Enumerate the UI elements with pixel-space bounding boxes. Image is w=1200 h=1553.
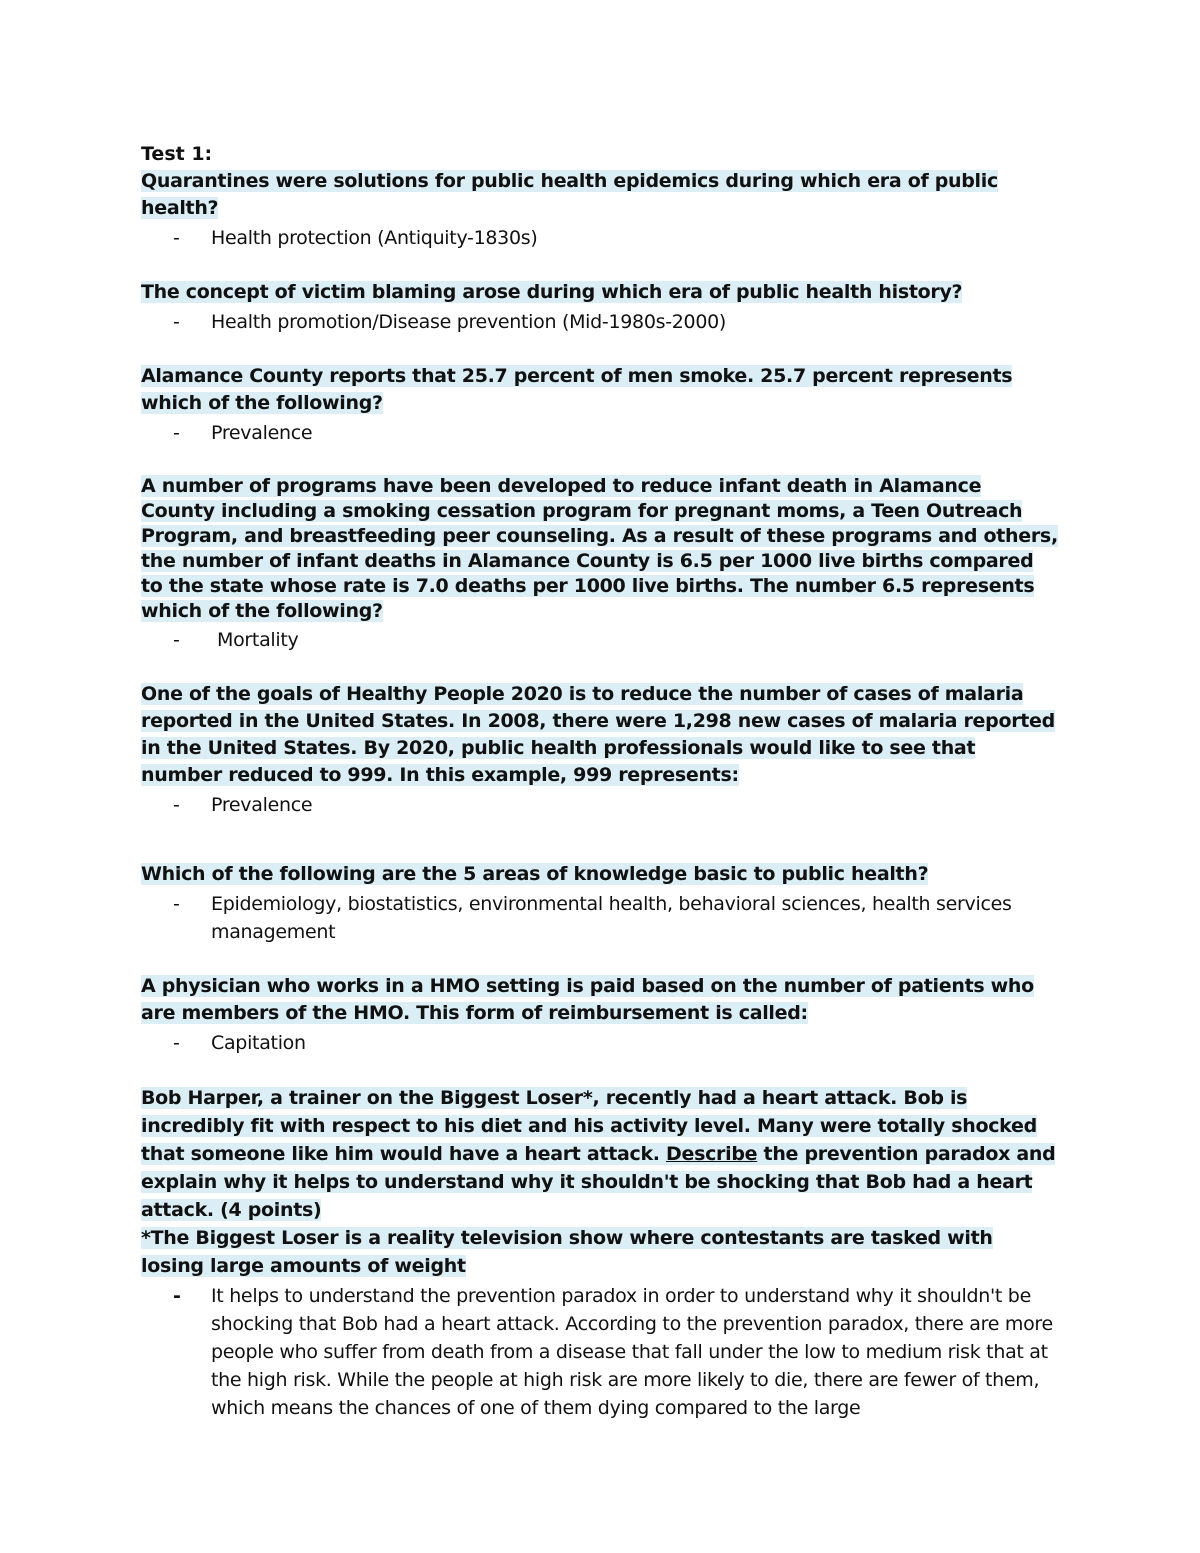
bullet-dash: - [173,1285,181,1307]
footnote-text: *The Biggest Loser is a reality television show where contestants are tasked with losing large amounts of weight [141,1227,993,1277]
question-text: A number of programs have been developed to reduce infant death in Alamance County including a smoking cessation program for pregnant moms, a Teen Outreach Program, and breastfeeding peer counseling. As a result of these programs and others, the number of infant deaths in Alamance County is 6.5 per 1000 live births compared to the state whose rate is 7.0 deaths per 1000 live births. The number 6.5 represents which of the following? [141,475,1058,622]
bullet-dash: - [173,311,180,333]
answer-text: - Mortality [141,626,1061,654]
question-block [141,1084,1061,1422]
bullet-dash: - [173,422,180,444]
document-body [141,141,1061,1449]
bullet-dash: - [173,227,180,249]
answer-text: - Prevalence [141,419,1061,447]
question-text: Bob Harper, a trainer on the Biggest Loser*, recently had a heart attack. Bob is incredibly fit with respect to his diet and his activity level. Many were totally shocked that someone like him would have a heart attack. Describe the prevention paradox and explain why it helps to understand why it shouldn't be shocking that Bob had a heart attack. (4 points) [141,1087,1056,1221]
answer-text: - Capitation [141,1029,1061,1057]
question-text: Which of the following are the 5 areas of knowledge basic to public health? [141,863,929,885]
answer-text: - Health promotion/Disease prevention (Mid-1980s-2000) [141,308,1061,336]
question-block [141,474,1061,654]
bullet-dash: - [173,629,180,651]
question-text: Quarantines were solutions for public health epidemics during which era of public health? [141,170,998,219]
question-text: A physician who works in a HMO setting is paid based on the number of patients who are members of the HMO. This form of reimbursement is called: [141,975,1034,1024]
answer-text: - Health protection (Antiquity-1830s) [141,224,1061,252]
question-block [141,973,1061,1057]
question-text: One of the goals of Healthy People 2020 is to reduce the number of cases of malaria reported in the United States. In 2008, there were 1,298 new cases of malaria reported in the United States. By 2020, public health professionals would like to see that number reduced to 999. In this example, 999 represents: [141,683,1055,786]
bullet-dash: - [173,1032,180,1054]
question-block [141,279,1061,336]
answer-text: - Prevalence [141,791,1061,819]
underlined-word: Describe [666,1143,758,1165]
question-text: The concept of victim blaming arose during which era of public health history? [141,281,963,303]
page-title: Test 1: [141,143,213,165]
answer-text: - Epidemiology, biostatistics, environmental health, behavioral sciences, health services management [141,890,1061,946]
question-text: Alamance County reports that 25.7 percent of men smoke. 25.7 percent represents which of the following? [141,365,1013,414]
question-block [141,681,1061,819]
question-block [141,363,1061,447]
question-block [141,861,1061,946]
bullet-dash: - [173,794,180,816]
question-block [141,168,1061,252]
answer-text: - It helps to understand the prevention paradox in order to understand why it shouldn't be shocking that Bob had a heart attack. According to the prevention paradox, there are more people who suffer from death from a disease that fall under the low to medium risk that at the high risk. While the people at high risk are more likely to die, there are fewer of them, which means the chances of one of them dying compared to the large [141,1282,1061,1422]
bullet-dash: - [173,893,180,915]
